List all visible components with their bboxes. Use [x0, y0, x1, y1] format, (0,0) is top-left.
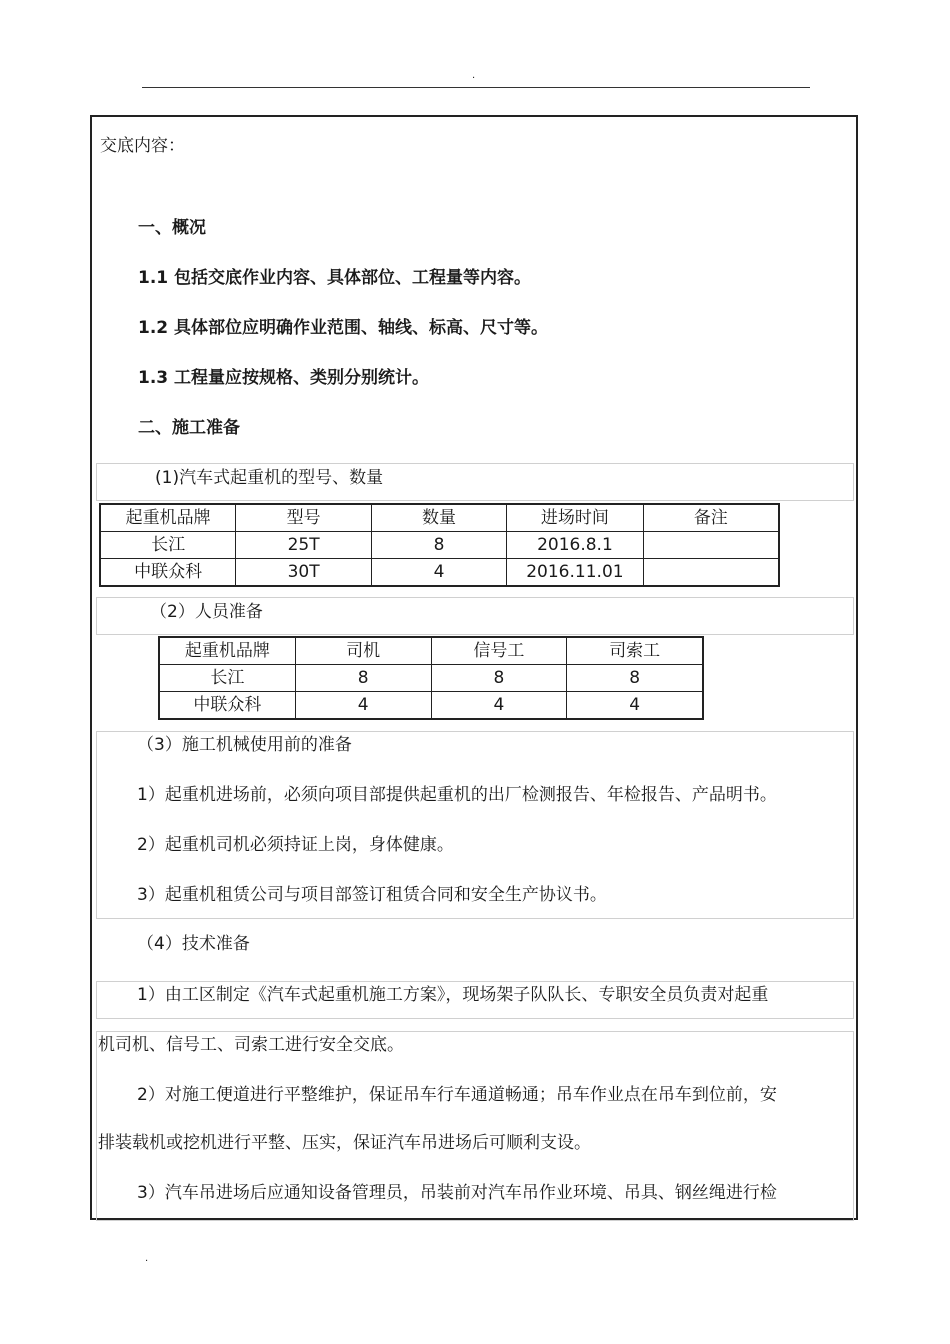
table-row	[100, 532, 779, 559]
tech-line: 3）汽车吊进场后应通知设备管理员，吊装前对汽车吊作业环境、吊具、钢丝绳进行检	[137, 1183, 777, 1203]
table-cell	[643, 559, 779, 587]
footer-mark: .	[145, 1253, 149, 1264]
machine-item: 2）起重机司机必须持证上岗，身体健康。	[137, 835, 454, 855]
table-cell: 长江	[159, 665, 295, 692]
header-mark: .	[472, 70, 476, 81]
header-rule	[142, 87, 810, 88]
table-header-cell: 信号工	[431, 637, 567, 665]
table-cell: 4	[371, 559, 506, 587]
machine-item: 1）起重机进场前，必须向项目部提供起重机的出厂检测报告、年检报告、产品明书。	[137, 785, 777, 805]
table-header-cell: 进场时间	[507, 504, 643, 532]
table-header-cell: 司索工	[567, 637, 703, 665]
table-row	[100, 559, 779, 587]
tech-caption: （4）技术准备	[137, 934, 250, 954]
tech-line: 1）由工区制定《汽车式起重机施工方案》，现场架子队队长、专职安全员负责对起重	[137, 985, 769, 1005]
content-title: 交底内容：	[100, 136, 185, 156]
section-1-item: 1.2 具体部位应明确作业范围、轴线、标高、尺寸等。	[138, 318, 549, 338]
tech-line: 排装载机或挖机进行平整、压实，保证汽车吊进场后可顺利支设。	[98, 1133, 591, 1153]
machine-item: 3）起重机租赁公司与项目部签订租赁合同和安全生产协议书。	[137, 885, 607, 905]
table-cell: 中联众科	[159, 692, 295, 720]
table-cell: 4	[567, 692, 703, 720]
table-cell: 8	[295, 665, 431, 692]
machine-caption: （3）施工机械使用前的准备	[137, 735, 352, 755]
table-header-cell: 起重机品牌	[100, 504, 236, 532]
crane-caption: (1)汽车式起重机的型号、数量	[155, 468, 384, 488]
table-cell: 8	[431, 665, 567, 692]
tech-line: 2）对施工便道进行平整维护，保证吊车行车通道畅通；吊车作业点在吊车到位前，安	[137, 1085, 777, 1105]
table-header-row	[159, 637, 703, 665]
table-cell: 8	[567, 665, 703, 692]
table-header-row	[100, 504, 779, 532]
table-header-cell: 备注	[643, 504, 779, 532]
crane-table	[99, 503, 780, 587]
table-row	[159, 692, 703, 720]
table-cell: 4	[295, 692, 431, 720]
table-cell: 25T	[236, 532, 372, 559]
table-cell: 8	[371, 532, 506, 559]
table-header-cell: 数量	[371, 504, 506, 532]
section-1-title: 一、概况	[138, 218, 206, 238]
table-cell: 中联众科	[100, 559, 236, 587]
table-cell: 长江	[100, 532, 236, 559]
table-cell: 4	[431, 692, 567, 720]
tech-line: 机司机、信号工、司索工进行安全交底。	[98, 1035, 404, 1055]
section-1-item: 1.1 包括交底作业内容、具体部位、工程量等内容。	[138, 268, 532, 288]
staff-table	[158, 636, 704, 720]
table-row	[159, 665, 703, 692]
table-cell: 2016.8.1	[507, 532, 643, 559]
table-header-cell: 司机	[295, 637, 431, 665]
table-cell: 2016.11.01	[507, 559, 643, 587]
section-2-title: 二、施工准备	[138, 418, 240, 438]
section-1-item: 1.3 工程量应按规格、类别分别统计。	[138, 368, 430, 388]
staff-caption: （2）人员准备	[150, 602, 263, 622]
table-cell	[643, 532, 779, 559]
table-header-cell: 起重机品牌	[159, 637, 295, 665]
table-header-cell: 型号	[236, 504, 372, 532]
table-cell: 30T	[236, 559, 372, 587]
